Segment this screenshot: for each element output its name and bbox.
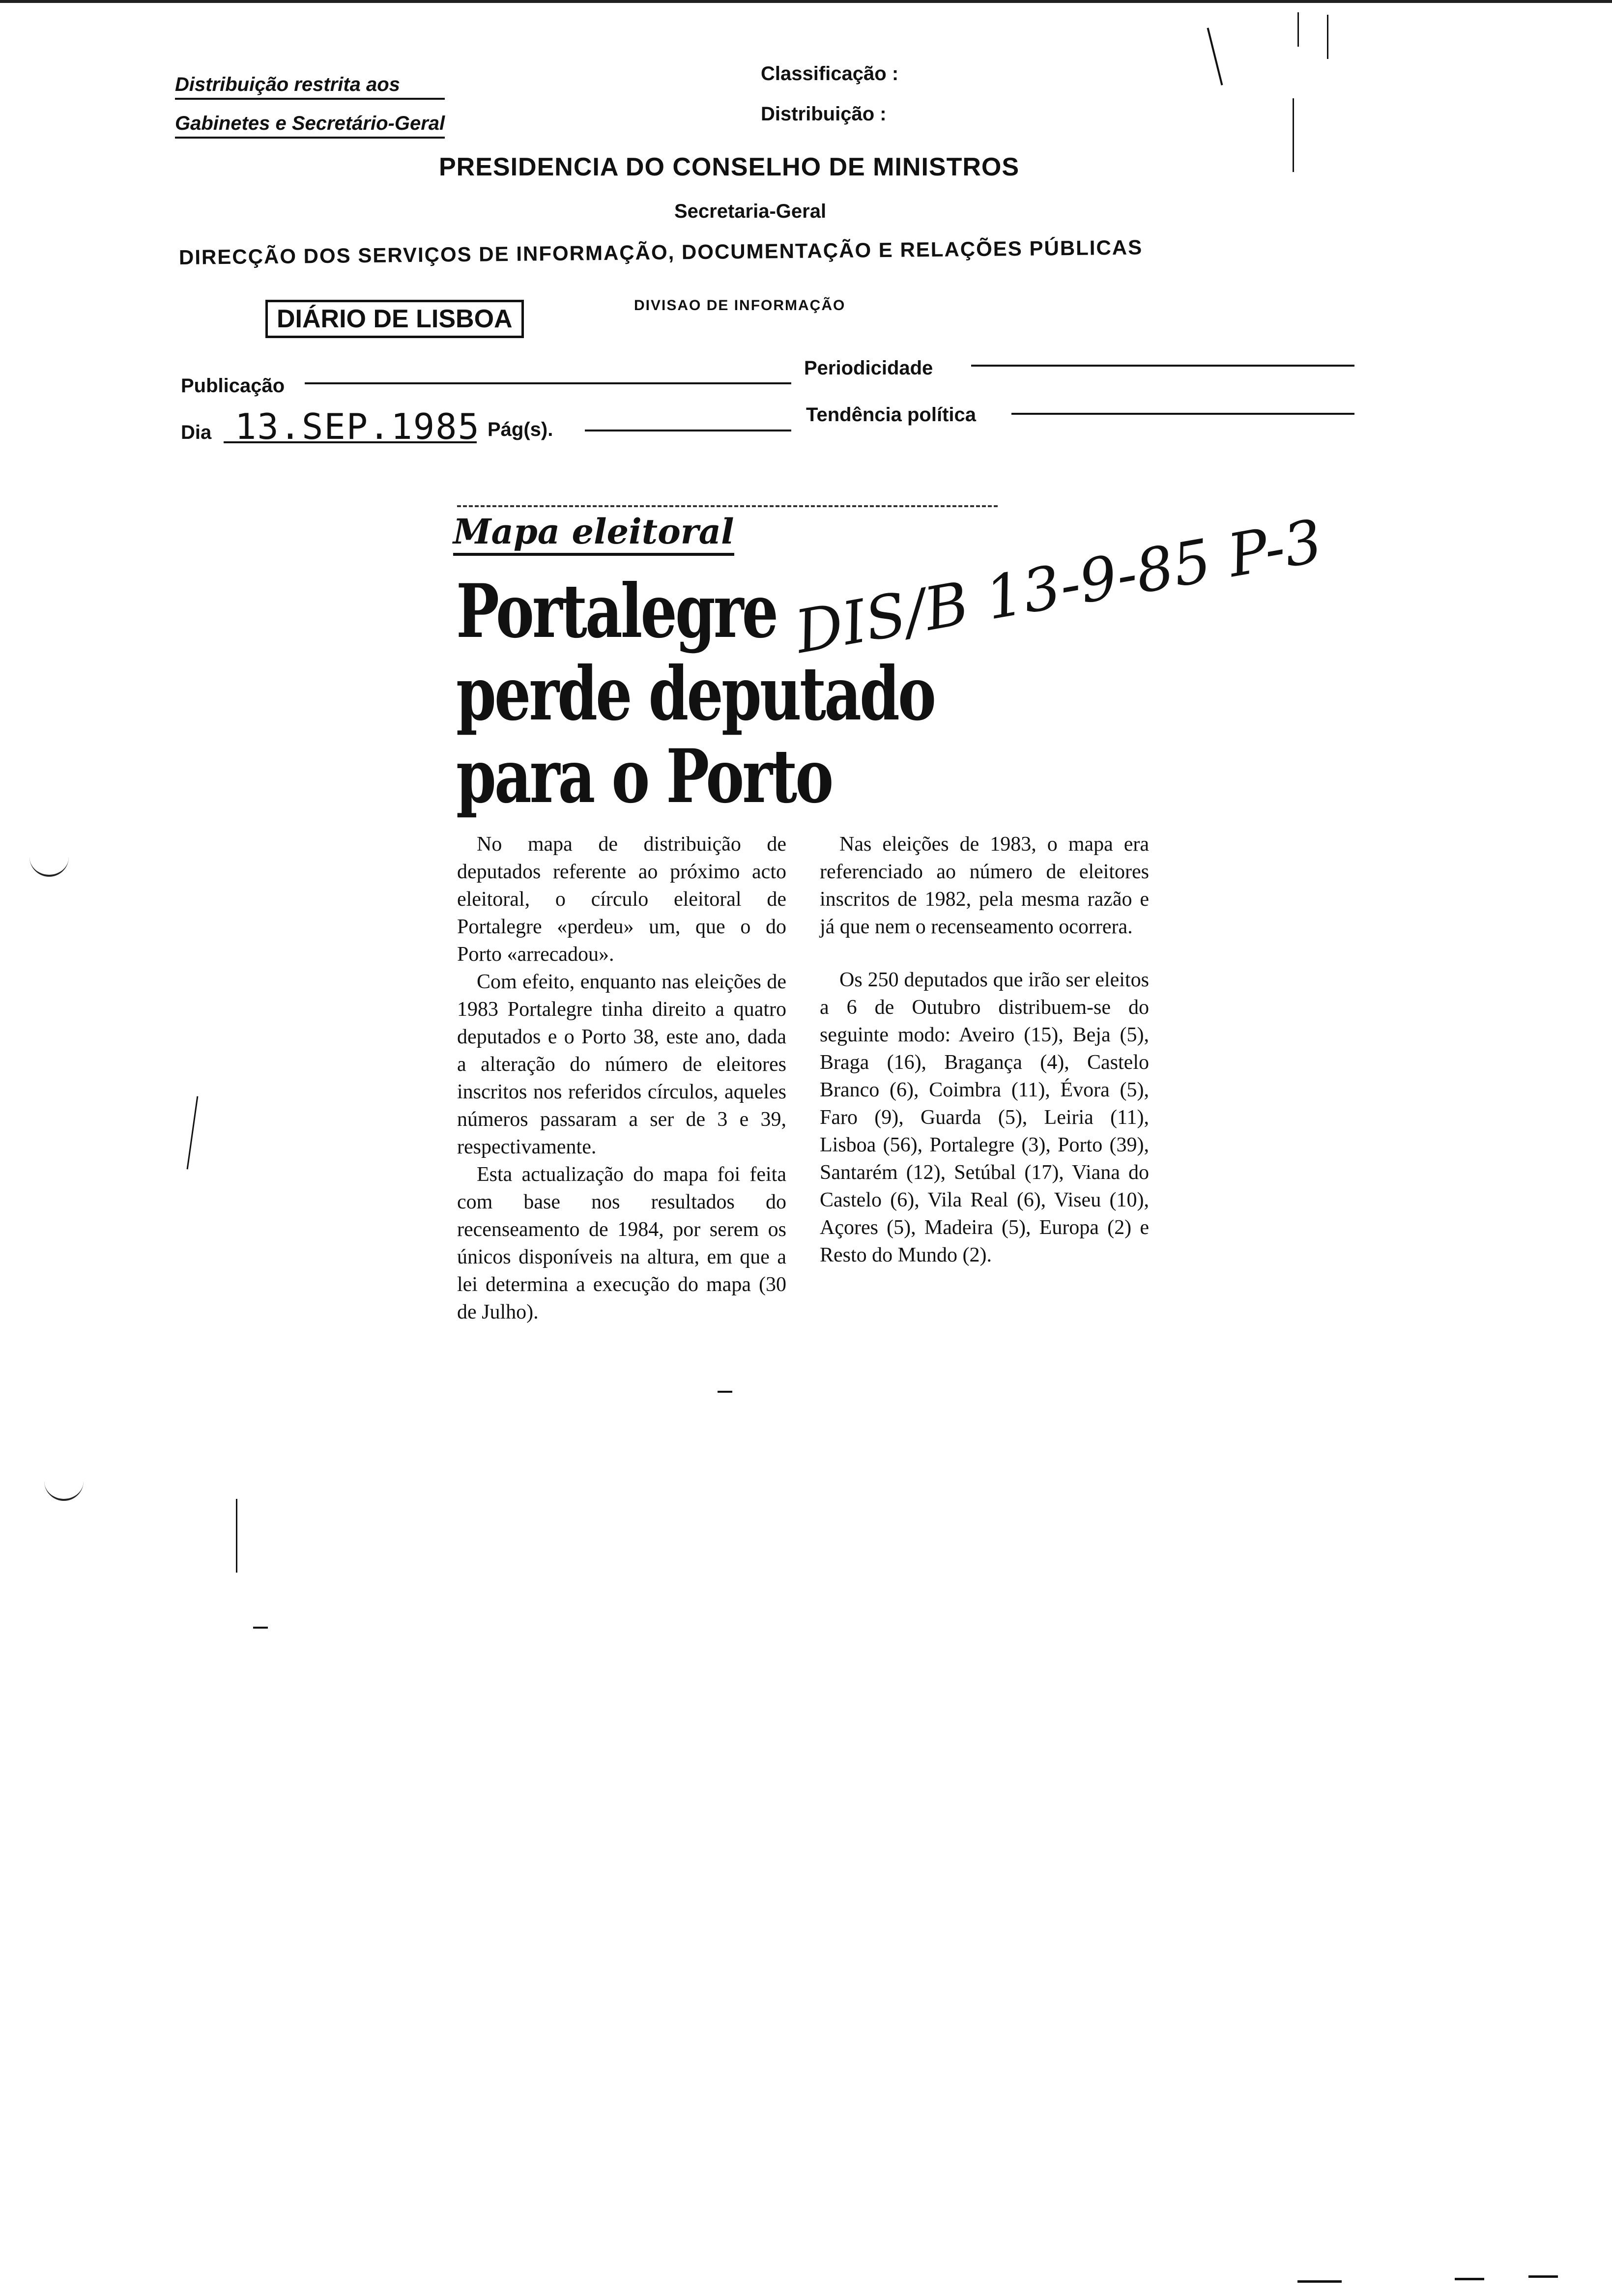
headline-line-2: perde deputado	[456, 651, 935, 737]
tendencia-line	[1011, 413, 1354, 415]
scan-mark	[1293, 98, 1294, 172]
classificacao-label: Classificação :	[761, 63, 899, 85]
pags-line	[585, 430, 791, 431]
scan-mark	[236, 1499, 237, 1573]
restricted-distribution-note	[175, 74, 445, 151]
dia-date-stamp: 13.SEP.1985	[235, 406, 480, 447]
organization-title: PRESIDENCIA DO CONSELHO DE MINISTROS	[439, 153, 1020, 181]
distribuicao-label: Distribuição :	[761, 103, 887, 125]
newspaper-stamp: DIÁRIO DE LISBOA	[265, 300, 524, 338]
scan-mark	[1455, 2278, 1484, 2280]
headline-line-3: para o Porto	[456, 733, 832, 820]
col2-paragraph-2: Os 250 deputados que irão ser eleitos a 6 de Outubro distribuem-se do seguinte modo: Aveiro (15), Beja (5), Braga (16), Bragança (4), Castelo Branco (6), Coimbra (11), Évora (5), Faro (9), Guarda (5), Leiria (11), Lisboa (56), Portalegre (3), Porto (39), Santarém (12), Setúbal (17), Viana do Castelo (6), Vila Real (6), Viseu (10), Açores (5), Madeira (5), Europa (2) e Resto do Mundo (2).	[820, 969, 1149, 1266]
dia-label: Dia	[181, 422, 212, 443]
tendencia-label: Tendência política	[806, 404, 976, 426]
restricted-line-2: Gabinetes e Secretário-Geral	[175, 113, 445, 139]
periodicidade-label: Periodicidade	[804, 357, 933, 379]
article-column-1	[457, 831, 786, 1326]
handwritten-annotation: DIS/B 13-9-85 P-3	[790, 507, 1327, 667]
scan-mark	[1528, 2275, 1558, 2278]
publicacao-label: Publicação	[181, 375, 285, 397]
scan-mark	[187, 1096, 199, 1170]
col2-paragraph-1: Nas eleições de 1983, o mapa era referenciado ao número de eleitores inscritos de 1982, pela mesma razão e já que nem o recenseamento ocorrera.	[820, 833, 1149, 938]
scan-mark	[718, 1391, 732, 1393]
scan-mark	[1207, 28, 1223, 85]
scan-mark	[29, 855, 69, 877]
directorate-title: DIRECÇÃO DOS SERVIÇOS DE INFORMAÇÃO, DOCUMENTAÇÃO E RELAÇÕES PÚBLICAS	[178, 235, 1143, 269]
article-kicker: Mapa eleitoral	[453, 511, 734, 556]
periodicidade-line	[971, 365, 1354, 367]
publicacao-line	[305, 382, 791, 384]
scan-mark	[1297, 12, 1299, 47]
clipping-edge	[457, 505, 998, 507]
col1-paragraph-1: No mapa de distribuição de deputados referente ao próximo acto eleitoral, o círculo eleitoral de Portalegre «perdeu» um, que o do Porto «arrecadou».	[457, 833, 786, 966]
headline-line-1: Portalegre	[456, 568, 777, 655]
col1-paragraph-3: Esta actualização do mapa foi feita com base nos resultados do recenseamento de 1984, por serem os únicos disponíveis na altura, em que a lei determina a execução do mapa (30 de Julho).	[457, 1163, 786, 1323]
scan-mark	[253, 1627, 268, 1629]
col1-paragraph-2: Com efeito, enquanto nas eleições de 1983 Portalegre tinha direito a quatro deputados e o Porto 38, este ano, dada a alteração do número de eleitores inscritos nos referidos círculos, aqueles números passaram a ser de 3 e 39, respectivamente.	[457, 971, 786, 1158]
secretaria-subtitle: Secretaria-Geral	[674, 201, 827, 222]
division-label: DIVISAO DE INFORMAÇÃO	[634, 297, 846, 314]
dia-line	[224, 441, 477, 443]
scan-mark	[44, 1479, 84, 1501]
scan-top-border	[0, 0, 1612, 3]
scan-mark	[1297, 2280, 1342, 2283]
article-column-2	[820, 831, 1149, 1269]
restricted-line-1: Distribuição restrita aos	[175, 74, 445, 100]
pags-label: Pág(s).	[488, 419, 553, 440]
scan-mark	[1327, 15, 1328, 59]
